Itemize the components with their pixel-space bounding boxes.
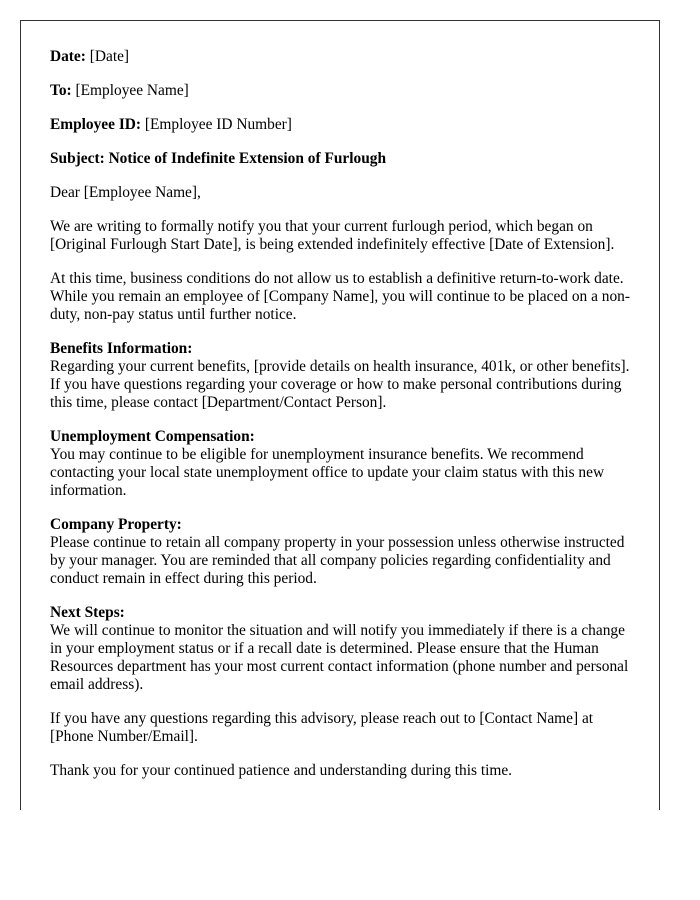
date-value: [Date] (85, 48, 130, 65)
unemployment-heading: Unemployment Compensation: (50, 428, 255, 445)
employee-id-label: Employee ID: (50, 116, 142, 133)
letter-page (20, 20, 660, 810)
unemployment-section (50, 428, 631, 500)
next-steps-section (50, 604, 631, 694)
questions-paragraph: If you have any questions regarding this advisory, please reach out to [Contact Name] at [Phone Number/Email]. (50, 710, 594, 745)
closing-paragraph: Thank you for your continued patience and understanding during this time. (50, 762, 513, 779)
salutation: Dear [Employee Name], (50, 184, 201, 201)
next-steps-text: We will continue to monitor the situation and will notify you immediately if there is a change in your employment status or if a recall date is determined. Please ensure that the Human Resources department has your most current contact information (phone number and personal email address). (50, 622, 629, 693)
date-label: Date: (50, 48, 86, 65)
subject-label: Subject: Notice of Indefinite Extension of Furlough (50, 150, 387, 167)
intro-paragraph: We are writing to formally notify you that your current furlough period, which began on [Original Furlough Start Date], is being extended indefinitely effective [Date of Extension]. (50, 218, 615, 253)
benefits-heading: Benefits Information: (50, 340, 193, 357)
conditions-paragraph: At this time, business conditions do not allow us to establish a definitive return-to-work date. While you remain an employee of [Company Name], you will continue to be placed on a non-duty, non-pay status until further notice. (50, 270, 630, 323)
employee-id-line (50, 116, 631, 134)
property-heading: Company Property: (50, 516, 182, 533)
unemployment-text: You may continue to be eligible for unemployment insurance benefits. We recommend contacting your local state unemployment office to update your claim status with this new information. (50, 446, 605, 499)
next-steps-heading: Next Steps: (50, 604, 125, 621)
to-label: To: (50, 82, 72, 99)
benefits-text: Regarding your current benefits, [provide details on health insurance, 401k, or other benefits]. If you have questions regarding your coverage or how to make personal contributions during this time, please contact [Department/Contact Person]. (50, 358, 630, 411)
benefits-section (50, 340, 631, 412)
to-line (50, 82, 631, 100)
subject-line (50, 150, 631, 168)
date-line (50, 48, 631, 66)
to-value: [Employee Name] (71, 82, 189, 99)
property-section (50, 516, 631, 588)
property-text: Please continue to retain all company property in your possession unless otherwise instructed by your manager. You are reminded that all company policies regarding confidentiality and conduct remain in effect during this period. (50, 534, 625, 587)
employee-id-value: [Employee ID Number] (141, 116, 292, 133)
